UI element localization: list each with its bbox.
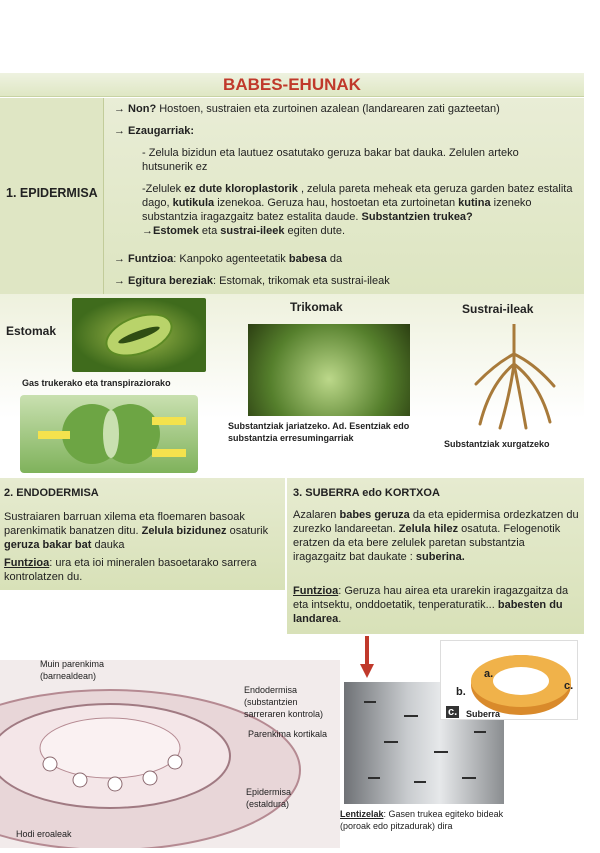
lentizelak-caption [340,808,530,832]
t: : Geruza hau airea eta urarekin [338,585,491,597]
suberra-text [293,508,579,564]
cork-b-label: b. [456,686,466,698]
stoma-diagram [20,395,198,473]
stoma-illustration [72,298,206,372]
non-label: → Non? [114,103,157,115]
parenkima-label: Parenkima kortikala [248,729,328,739]
stoma-diagram-art [20,395,198,473]
t: Zelula bizidunez [141,525,227,537]
t: : Kanpoko agenteetatik [173,253,289,265]
epi-non-line [114,102,574,116]
t: . [338,613,342,625]
t: eta [198,225,221,237]
cork-c-label: c. [564,680,574,692]
t: geruza bakar bat [4,539,92,551]
t: : Gasen trukea egiteko bideak (poroak edo pitzadurak) dira [340,809,504,831]
t: →Estomek [142,225,199,237]
estomak-caption: Gas trukerako eta transpiraziorako [22,378,171,388]
trikomak-label: Trikomak [290,300,343,314]
t: da [326,253,343,265]
hodi-label: Hodi eroaleak [16,829,72,839]
t: Funtzioa [293,585,339,597]
ezaug-label: → Ezaugarriak: [114,125,195,137]
t: kutikula [172,197,215,209]
t: izenekoa. Geruza hau, hostoetan eta zurtoinetan [214,197,459,209]
t: Substantzien trukea? [361,211,473,223]
epidermis-heading-cell [0,98,104,294]
t: → Egitura bereziak [114,275,214,287]
endodermis-text [4,510,282,552]
epidermis-heading: 1. EPIDERMISA [6,186,98,200]
cork-ring-art [441,641,579,721]
epi-line2 [142,182,574,238]
t: egiten dute. [284,225,346,237]
t: ez dute kloroplastorik [184,183,298,195]
t: osaturik [226,525,269,537]
epi-funtzioa-line [114,252,574,266]
page-title: BABES-EHUNAK [223,75,361,94]
t: kutina [458,197,491,209]
suberra-heading: 3. SUBERRA edo KORTXOA [293,487,440,499]
suberra-function [293,584,579,626]
cork-c2-label: c. [448,706,458,718]
t: osatuta. Felogenotik eratzen da eta bere zelulek paretan substantzia iragazgaitz bat daukate : [293,523,561,563]
t: suberina. [415,551,465,563]
sustrai-caption: Substantziak xurgatzeko [444,439,550,449]
t: babesa [288,253,327,265]
t: : Estomak, trikomak eta sustrai-ileak [213,275,390,287]
t: : ura eta ioi mineralen basoetarako sarrera kontrolatzen du. [4,557,257,583]
t: Lentizelak [340,809,384,819]
t: babesten du landarea [293,599,563,625]
estomak-label: Estomak [6,324,57,338]
t: sustrai-ileek [220,225,285,237]
endodermis-function [4,556,282,584]
t: , zelula pareta meheak eta geruza garden batez estalita dago, [142,183,573,209]
epidermisa-label: Epidermisa (estaldura) [246,787,292,809]
title-bar [0,73,584,97]
t: Funtzioa [4,557,50,569]
non-text: Hostoen, sustraien eta zurtoinen azalean (landarearen zati gazteetan) [156,103,500,115]
endodermis-box [0,478,285,590]
t: Azalaren [293,509,340,521]
epi-line1: - Zelula bizidun eta lautuez osatutako geruza bakar bat dauka. Zelulen arteko hutsunerik ez [142,147,519,173]
muin-label: Muin parenkima (barnealdean) [40,659,105,681]
t: Zelula hilez [398,523,459,535]
cork-a-label: a. [484,668,494,680]
t: babes geruza [339,509,410,521]
endodermis-heading: 2. ENDODERMISA [4,487,99,499]
t: → Funtzioa [114,253,174,265]
suberra-diagram-label: Suberra [466,709,501,719]
suberra-box [287,478,584,634]
epi-egitura-line [114,274,574,288]
root-illustration [470,324,558,430]
epidermis-content [104,98,584,294]
t: dauka [91,539,125,551]
cork-diagram [440,640,578,720]
trikomak-caption: Substantziak jariatzeko. Ad. Esentziak edo substantzia erresumingarriak [228,421,410,443]
t: da eta epidermisa ordezkatzen du zurezko landareetan. [293,509,579,535]
root-hairs-photo [470,324,558,430]
t: izeneko substantzia iragazgaitz batez estalita daude. [142,197,532,223]
trichome-photo [248,324,410,416]
stoma-photo [72,298,206,372]
t: -Zelulek [142,183,185,195]
arrow-art [360,636,374,678]
endodermis-label: Endodermisa (substantzien sarreraren kontrola) [244,685,324,719]
down-arrow-icon [360,636,374,678]
t: Sustraiaren barruan xilema eta floemaren basoak parenkimatik banatzen ditu. [4,511,245,537]
t: iragazgaitza da eta intsektu, onddoetatik, tenperaturatik... [293,585,569,611]
sustrai-label: Sustrai-ileak [462,302,534,316]
epi-ezaug-line [114,124,574,138]
